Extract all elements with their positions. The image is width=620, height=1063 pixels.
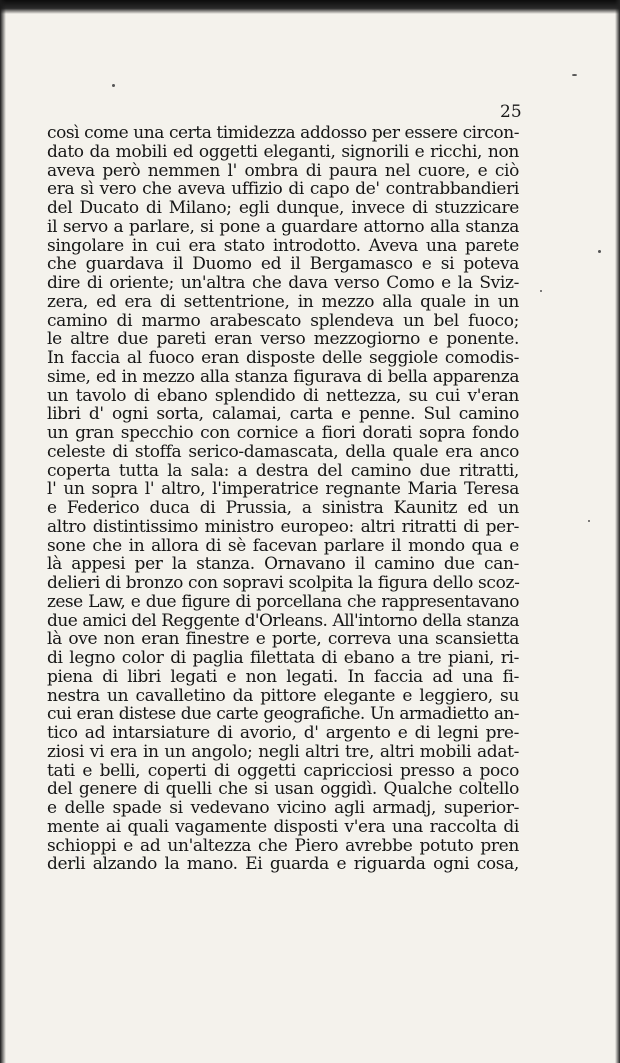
text-line: tati e belli, coperti di oggetti capricciosi presso a poco	[47, 760, 519, 781]
ink-speck	[598, 250, 601, 253]
text-line: sime, ed in mezzo alla stanza figurava di bella apparenza	[47, 366, 519, 387]
text-line: un tavolo di ebano splendido di nettezza, su cui v'eran	[47, 385, 519, 406]
text-line: derli alzando la mano. Ei guarda e riguarda ogni cosa,	[47, 854, 519, 875]
text-line: aveva però nemmen l' ombra di paura nel cuore, e ciò	[47, 160, 519, 181]
ink-speck	[572, 74, 577, 76]
text-line: che guardava il Duomo ed il Bergamasco e si poteva	[47, 254, 519, 275]
text-line: ziosi vi era in un angolo; negli altri tre, altri mobili adat-	[47, 741, 519, 762]
text-line: schioppi e ad un'altezza che Piero avrebbe potuto pren	[47, 835, 519, 856]
text-line: un gran specchio con cornice a fiori dorati sopra fondo	[47, 423, 519, 443]
text-line: zera, ed era di settentrione, in mezzo alla quale in un	[47, 291, 519, 312]
text-line: di legno color di paglia filettata di ebano a tre piani, ri-	[47, 648, 519, 668]
text-line: singolare in cui era stato introdotto. Aveva una parete	[47, 235, 519, 256]
text-line: del Ducato di Milano; egli dunque, invece di stuzzicare	[47, 198, 519, 218]
text-line: là appesi per la stanza. Ornavano il camino due can-	[47, 554, 519, 575]
text-line: così come una certa timidezza addosso per essere circon-	[47, 123, 519, 143]
text-line: zese Law, e due figure di porcellana che rappresentavano	[47, 591, 519, 612]
body-text	[47, 124, 519, 874]
text-line: due amici del Reggente d'Orleans. All'intorno della stanza	[47, 610, 519, 631]
text-line: le altre due pareti eran verso mezzogiorno e ponente.	[47, 329, 519, 350]
scan-edge-top	[0, 0, 620, 14]
text-line: piena di libri legati e non legati. In faccia ad una fi-	[47, 666, 519, 687]
text-line: e delle spade si vedevano vicino agli armadj, superior-	[47, 798, 519, 818]
text-line: dire di oriente; un'altra che dava verso Como e la Sviz-	[47, 273, 519, 293]
ink-speck	[112, 84, 115, 87]
text-line: In faccia al fuoco eran disposte delle seggiole comodis-	[47, 348, 519, 368]
text-line: tico ad intarsiature di avorio, d' argento e di legni pre-	[47, 723, 519, 743]
ink-speck	[588, 520, 590, 522]
scan-edge-left	[0, 0, 6, 1063]
scan-edge-right	[615, 0, 620, 1063]
text-line: sone che in allora di sè facevan parlare il mondo qua e	[47, 535, 519, 556]
text-line: e Federico duca di Prussia, a sinistra Kaunitz ed un	[47, 498, 519, 518]
text-line: cui eran distese due carte geografiche. Un armadietto an-	[47, 704, 519, 725]
text-line: del genere di quelli che si usan oggidì. Qualche coltello	[47, 779, 519, 800]
text-line: celeste di stoffa serico-damascata, della quale era anco	[47, 441, 519, 462]
text-line: là ove non eran finestre e porte, correva una scansietta	[47, 629, 519, 650]
text-line: altro distintissimo ministro europeo: altri ritratti di per-	[47, 516, 519, 537]
text-line: coperta tutta la sala: a destra del camino due ritratti,	[47, 460, 519, 481]
text-line: il servo a parlare, si pone a guardare attorno alla stanza	[47, 216, 519, 237]
text-line: dato da mobili ed oggetti eleganti, signorili e ricchi, non	[47, 141, 519, 162]
text-line: libri d' ogni sorta, calamai, carta e penne. Sul camino	[47, 404, 519, 425]
text-line: camino di marmo arabescato splendeva un bel fuoco;	[47, 310, 519, 331]
ink-speck	[540, 290, 542, 292]
text-line: era sì vero che aveva uffizio di capo de' contrabbandieri	[47, 179, 519, 200]
text-line: l' un sopra l' altro, l'imperatrice regnante Maria Teresa	[47, 479, 519, 500]
text-line: nestra un cavalletino da pittore elegante e leggiero, su	[47, 685, 519, 706]
page-number: 25	[500, 102, 522, 122]
text-line: mente ai quali vagamente disposti v'era una raccolta di	[47, 816, 519, 837]
text-line: delieri di bronzo con sopravi scolpita la figura dello scoz-	[47, 573, 520, 593]
